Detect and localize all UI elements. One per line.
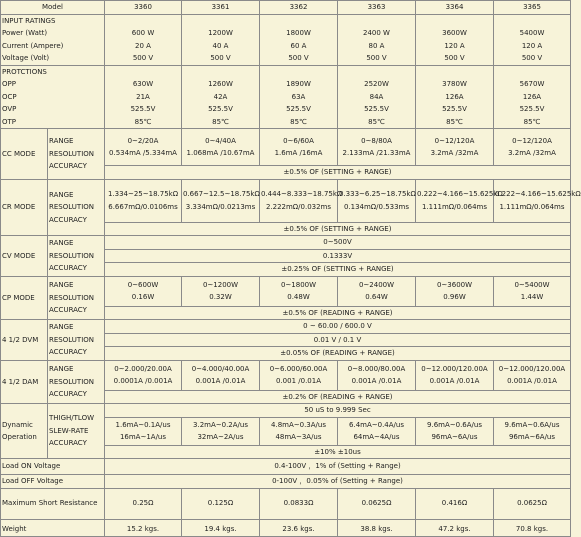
short-3363: 0.0625Ω xyxy=(338,488,416,519)
cell-value: 1.111mΩ/0.064ms xyxy=(499,202,565,211)
prot-col-3362 xyxy=(260,65,338,129)
dam-col-3360 xyxy=(105,360,182,390)
label-accuracy: ACCURACY xyxy=(49,306,87,314)
label-voltage: Voltage (Volt) xyxy=(2,54,50,62)
label-slew-rate: SLEW-RATE xyxy=(49,426,89,435)
cell-value: 80 A xyxy=(368,41,385,50)
load-on-value: 0.4-100V ，1% of (Setting + Range) xyxy=(105,459,571,475)
cell-value: 500 V xyxy=(521,54,543,62)
cell-value: 500 V xyxy=(366,54,387,62)
cell-value: 0~2400W xyxy=(358,280,395,289)
cell-value: 500 V xyxy=(444,54,465,62)
cell-value: 2520W xyxy=(364,80,389,88)
cell-value: 0~1200W xyxy=(202,280,239,289)
label-current: Current (Ampere) xyxy=(2,41,64,50)
cv-mode-title: CV MODE xyxy=(1,236,48,277)
cr-mode-title: CR MODE xyxy=(1,179,48,236)
cv-range: 0~500V xyxy=(105,236,571,250)
label-range: RANGE xyxy=(49,239,74,247)
cell-value: 1890W xyxy=(286,80,311,88)
header-model: Model xyxy=(1,1,105,15)
dam-accuracy: ±0.2% OF (READING + RANGE) xyxy=(105,390,571,404)
cell-value: 1.6mA~0.1A/us xyxy=(115,420,171,429)
cr-col-3361 xyxy=(182,179,260,222)
cell-value: 64mA~4A/us xyxy=(353,433,400,441)
cell-value: 1.44W xyxy=(520,293,544,301)
header-3363: 3363 xyxy=(338,1,416,15)
short-3362: 0.0833Ω xyxy=(260,488,338,519)
cell-value: 3.2mA~0.2A/us xyxy=(193,420,248,429)
cell-value: 60 A xyxy=(290,41,307,50)
load-off-label: Load OFF Voltage xyxy=(1,475,105,489)
dvm-accuracy: ±0.05% OF (READING + RANGE) xyxy=(105,347,571,361)
label-range: RANGE xyxy=(49,365,74,373)
input-ratings-row xyxy=(1,14,571,65)
cell-value: 20 A xyxy=(135,41,151,50)
cr-col-3360 xyxy=(105,179,182,222)
label-resolution: RESOLUTION xyxy=(49,335,95,344)
dvm-labels xyxy=(48,320,105,361)
cell-value: 3780W xyxy=(442,80,467,88)
dam-col-3361 xyxy=(182,360,260,390)
cv-mode-row xyxy=(1,236,571,250)
cell-value: 21A xyxy=(136,92,150,101)
short-3361: 0.125Ω xyxy=(182,488,260,519)
label-accuracy: ACCURACY xyxy=(49,390,87,398)
cell-value: 0~5400W xyxy=(514,280,550,289)
load-on-row xyxy=(1,459,571,475)
dam-row xyxy=(1,360,571,390)
slew-col-3360 xyxy=(105,417,182,445)
prot-col-3365 xyxy=(494,65,571,129)
cell-value: 500 V xyxy=(132,54,154,62)
label-resolution: RESOLUTION xyxy=(49,377,95,386)
label-range: RANGE xyxy=(49,190,74,199)
cell-value: 525.5V xyxy=(286,105,311,113)
label-ovp: OVP xyxy=(2,105,17,113)
cp-accuracy: ±0.5% OF (READING + RANGE) xyxy=(105,306,571,320)
prot-col-3364 xyxy=(416,65,494,129)
cell-value: 0.16W xyxy=(131,293,155,301)
label-power: Power (Watt) xyxy=(2,29,48,37)
cell-value: 0.001A /0.01A xyxy=(351,377,402,385)
cell-value: 0~600W xyxy=(127,280,159,289)
slew-col-3362 xyxy=(260,417,338,445)
cc-mode-title: CC MODE xyxy=(1,129,48,180)
load-off-value: 0-100V ，0.05% of (Setting + Range) xyxy=(105,475,571,489)
cell-value: 84A xyxy=(369,92,384,101)
section-title: INPUT RATINGS xyxy=(2,16,56,25)
label-range: RANGE xyxy=(49,281,74,289)
dynamic-row xyxy=(1,404,571,418)
dynamic-labels xyxy=(48,404,105,459)
weight-3365: 70.8 kgs. xyxy=(494,519,571,536)
cell-value: 3.2mA /32mA xyxy=(508,149,556,157)
cell-value: 0.534mA /5.334mA xyxy=(109,149,177,157)
cv-resolution: 0.1333V xyxy=(105,249,571,263)
short-3365: 0.0625Ω xyxy=(494,488,571,519)
label-accuracy: ACCURACY xyxy=(49,439,87,448)
cp-col-3363 xyxy=(338,276,416,306)
label-resolution: RESOLUTION xyxy=(49,251,95,260)
label-resolution: RESOLUTION xyxy=(49,149,95,158)
header-3360: 3360 xyxy=(105,1,182,15)
header-3361: 3361 xyxy=(182,1,260,15)
prot-col-3361 xyxy=(182,65,260,129)
cell-value: 0.222~4.166~15.625kΩ xyxy=(417,190,503,198)
cc-accuracy: ±0.5% OF (SETTING + RANGE) xyxy=(105,166,571,180)
dynamic-accuracy: ±10% ±10us xyxy=(105,445,571,459)
cell-value: 0~8/80A xyxy=(361,136,392,145)
cell-value: 1.068mA /10.67mA xyxy=(186,149,255,157)
short-3360: 0.25Ω xyxy=(105,488,182,519)
label-otp: OTP xyxy=(2,117,17,126)
slew-col-3365 xyxy=(494,417,571,445)
cell-value: 16mA~1A/us xyxy=(119,433,167,441)
cell-value: 0~4/40A xyxy=(205,136,236,145)
cr-accuracy: ±0.5% OF (SETTING + RANGE) xyxy=(105,222,571,236)
cp-mode-labels xyxy=(48,276,105,320)
prot-col-3363 xyxy=(338,65,416,129)
dynamic-title-line2: Operation xyxy=(2,433,37,441)
weight-3362: 23.6 kgs. xyxy=(260,519,338,536)
cell-value: 42A xyxy=(213,92,228,101)
cell-value: 40 A xyxy=(212,41,229,50)
cp-col-3360 xyxy=(105,276,182,306)
cell-value: 85℃ xyxy=(368,117,385,126)
dynamic-title xyxy=(1,404,48,459)
cc-col-3361 xyxy=(182,129,260,166)
dam-col-3363 xyxy=(338,360,416,390)
cell-value: 0.48W xyxy=(287,293,310,301)
cell-value: 120 A xyxy=(521,41,543,50)
input-ratings-labels xyxy=(1,14,105,65)
dvm-row xyxy=(1,320,571,334)
cell-value: 500 V xyxy=(288,54,309,62)
section-title: PROTCTIONS xyxy=(2,67,47,76)
cell-value: 6.667mΩ/0.0106ms xyxy=(108,202,178,211)
cell-value: 0.32W xyxy=(209,293,232,301)
short-resistance-row xyxy=(1,488,571,519)
cell-value: 0.0001A /0.001A xyxy=(113,377,173,385)
header-row xyxy=(1,1,571,15)
protections-row xyxy=(1,65,571,129)
cp-col-3364 xyxy=(416,276,494,306)
weight-3363: 38.8 kgs. xyxy=(338,519,416,536)
cell-value: 5400W xyxy=(519,29,545,37)
cell-value: 5670W xyxy=(519,80,545,88)
header-3365: 3365 xyxy=(494,1,571,15)
weight-label: Weight xyxy=(1,519,105,536)
cell-value: 0.444~8.333~18.75kΩ xyxy=(261,190,343,198)
cell-value: 126A xyxy=(445,92,464,101)
cell-value: 0~12.000/120.00A xyxy=(498,364,566,373)
header-3364: 3364 xyxy=(416,1,494,15)
cell-value: 0~4.000/40.00A xyxy=(191,364,250,373)
cell-value: 85℃ xyxy=(290,117,307,126)
cell-value: 9.6mA~0.6A/us xyxy=(504,420,560,429)
load-on-label: Load ON Voltage xyxy=(1,459,105,475)
cell-value: 0.134mΩ/0.533ms xyxy=(343,202,410,211)
cc-col-3362 xyxy=(260,129,338,166)
cell-value: 6.4mA~0.4A/us xyxy=(349,420,404,429)
cp-col-3365 xyxy=(494,276,571,306)
cell-value: 96mA~6A/us xyxy=(508,433,556,441)
dam-col-3362 xyxy=(260,360,338,390)
cell-value: 96mA~6A/us xyxy=(431,433,478,441)
cr-mode-row xyxy=(1,179,571,222)
cell-value: 2.222mΩ/0.032ms xyxy=(265,202,332,211)
cell-value: 0.333~6.25~18.75kΩ xyxy=(339,190,416,198)
cell-value: 3.2mA /32mA xyxy=(430,149,479,157)
label-resolution: RESOLUTION xyxy=(49,203,95,211)
input-col-3364 xyxy=(416,14,494,65)
cell-value: 126A xyxy=(522,92,542,101)
label-accuracy: ACCURACY xyxy=(49,162,87,170)
cr-col-3363 xyxy=(338,179,416,222)
label-opp: OPP xyxy=(2,80,16,88)
label-ocp: OCP xyxy=(2,92,17,101)
cell-value: 1260W xyxy=(208,80,233,88)
cell-value: 0.001A /0.01A xyxy=(429,377,480,385)
cell-value: 0~2/20A xyxy=(127,136,159,145)
input-col-3365 xyxy=(494,14,571,65)
dvm-title: 4 1/2 DVM xyxy=(1,320,48,361)
label-resolution: RESOLUTION xyxy=(49,293,95,302)
cv-accuracy: ±0.25% OF (SETTING + RANGE) xyxy=(105,263,571,277)
cell-value: 525.5V xyxy=(364,105,389,113)
short-3364: 0.416Ω xyxy=(416,488,494,519)
cell-value: 630W xyxy=(132,80,154,88)
label-accuracy: ACCURACY xyxy=(49,348,87,356)
label-range: RANGE xyxy=(49,323,74,331)
weight-3361: 19.4 kgs. xyxy=(182,519,260,536)
cell-value: 0.64W xyxy=(365,293,388,301)
cell-value: 2.133mA /21.33mA xyxy=(342,149,411,157)
cell-value: 120 A xyxy=(444,41,465,50)
cell-value: 0.001 /0.01A xyxy=(276,377,321,385)
cell-value: 1200W xyxy=(208,29,233,37)
cell-value: 1.111mΩ/0.064ms xyxy=(421,202,488,211)
cell-value: 9.6mA~0.6A/us xyxy=(427,420,482,429)
cell-value: 0~12.000/120.00A xyxy=(421,364,488,373)
dvm-range: 0 ~ 60.00 / 600.0 V xyxy=(105,320,571,334)
slew-col-3361 xyxy=(182,417,260,445)
input-col-3360 xyxy=(105,14,182,65)
cell-value: 0.001A /0.01A xyxy=(507,377,557,385)
cc-col-3364 xyxy=(416,129,494,166)
cell-value: 0~6.000/60.00A xyxy=(269,364,328,373)
weight-3360: 15.2 kgs. xyxy=(105,519,182,536)
label-range: RANGE xyxy=(49,137,74,145)
protections-labels xyxy=(1,65,105,129)
prot-col-3360 xyxy=(105,65,182,129)
label-accuracy: ACCURACY xyxy=(49,264,87,272)
cell-value: 0~6/60A xyxy=(283,136,314,145)
slew-col-3363 xyxy=(338,417,416,445)
load-off-row xyxy=(1,475,571,489)
slew-col-3364 xyxy=(416,417,494,445)
cr-col-3364 xyxy=(416,179,503,222)
header-3362: 3362 xyxy=(260,1,338,15)
cell-value: 500 V xyxy=(210,54,231,62)
cr-col-3365 xyxy=(494,179,581,222)
cell-value: 4.8mA~0.3A/us xyxy=(271,420,326,429)
input-col-3363 xyxy=(338,14,416,65)
cell-value: 32mA~2A/us xyxy=(197,433,244,441)
cell-value: 48mA~3A/us xyxy=(275,433,322,441)
cc-col-3363 xyxy=(338,129,416,166)
dam-labels xyxy=(48,360,105,404)
cp-mode-title: CP MODE xyxy=(1,276,48,320)
dynamic-thigh: 50 uS to 9.999 Sec xyxy=(105,404,571,418)
cp-col-3361 xyxy=(182,276,260,306)
dam-col-3365 xyxy=(494,360,571,390)
cell-value: 0.667~12.5~18.75kΩ xyxy=(183,190,260,198)
cell-value: 85℃ xyxy=(523,117,541,126)
dvm-resolution: 0.01 V / 0.1 V xyxy=(105,333,571,347)
input-col-3362 xyxy=(260,14,338,65)
cell-value: 3.334mΩ/0.0213ms xyxy=(185,202,256,211)
cc-col-3360 xyxy=(105,129,182,166)
label-thigh-tlow: THIGH/TLOW xyxy=(49,414,95,423)
cc-mode-labels xyxy=(48,129,105,180)
cell-value: 2400 W xyxy=(363,29,390,37)
cr-col-3362 xyxy=(260,179,343,222)
cr-mode-labels xyxy=(48,179,105,236)
cell-value: 0~12/120A xyxy=(434,136,475,145)
cell-value: 525.5V xyxy=(442,105,467,113)
cell-value: 3600W xyxy=(442,29,467,37)
short-resistance-label: Maximum Short Resistance xyxy=(1,488,105,519)
cell-value: 525.5V xyxy=(519,105,545,113)
cc-col-3365 xyxy=(494,129,571,166)
cell-value: 525.5V xyxy=(130,105,156,113)
cell-value: 1800W xyxy=(286,29,311,37)
cell-value: 63A xyxy=(291,92,306,101)
cell-value: 85℃ xyxy=(212,117,229,126)
cell-value: 525.5V xyxy=(208,105,233,113)
cell-value: 0~3600W xyxy=(436,280,473,289)
cell-value: 85℃ xyxy=(134,117,152,126)
cp-mode-row xyxy=(1,276,571,306)
cell-value: 0.222~4.166~15.625kΩ xyxy=(495,190,581,198)
weight-row xyxy=(1,519,571,536)
cc-mode-row xyxy=(1,129,571,166)
cell-value: 600 W xyxy=(131,29,155,37)
cell-value: 0~8.000/80.00A xyxy=(347,364,406,373)
cell-value: 1.334~25~18.75kΩ xyxy=(107,190,179,198)
dynamic-title-line1: Dynamic xyxy=(2,420,33,429)
cell-value: 0~2.000/20.00A xyxy=(114,364,172,373)
weight-3364: 47.2 kgs. xyxy=(416,519,494,536)
label-accuracy: ACCURACY xyxy=(49,215,87,224)
dam-title: 4 1/2 DAM xyxy=(1,360,48,404)
cv-mode-labels xyxy=(48,236,105,277)
cell-value: 0.96W xyxy=(443,293,466,301)
input-col-3361 xyxy=(182,14,260,65)
dam-col-3364 xyxy=(416,360,494,390)
cp-col-3362 xyxy=(260,276,338,306)
cell-value: 1.6mA /16mA xyxy=(274,149,323,157)
cell-value: 0.001A /0.01A xyxy=(195,377,246,385)
cell-value: 85℃ xyxy=(446,117,463,126)
cell-value: 0~1800W xyxy=(280,280,317,289)
cell-value: 0~12/120A xyxy=(512,136,552,145)
